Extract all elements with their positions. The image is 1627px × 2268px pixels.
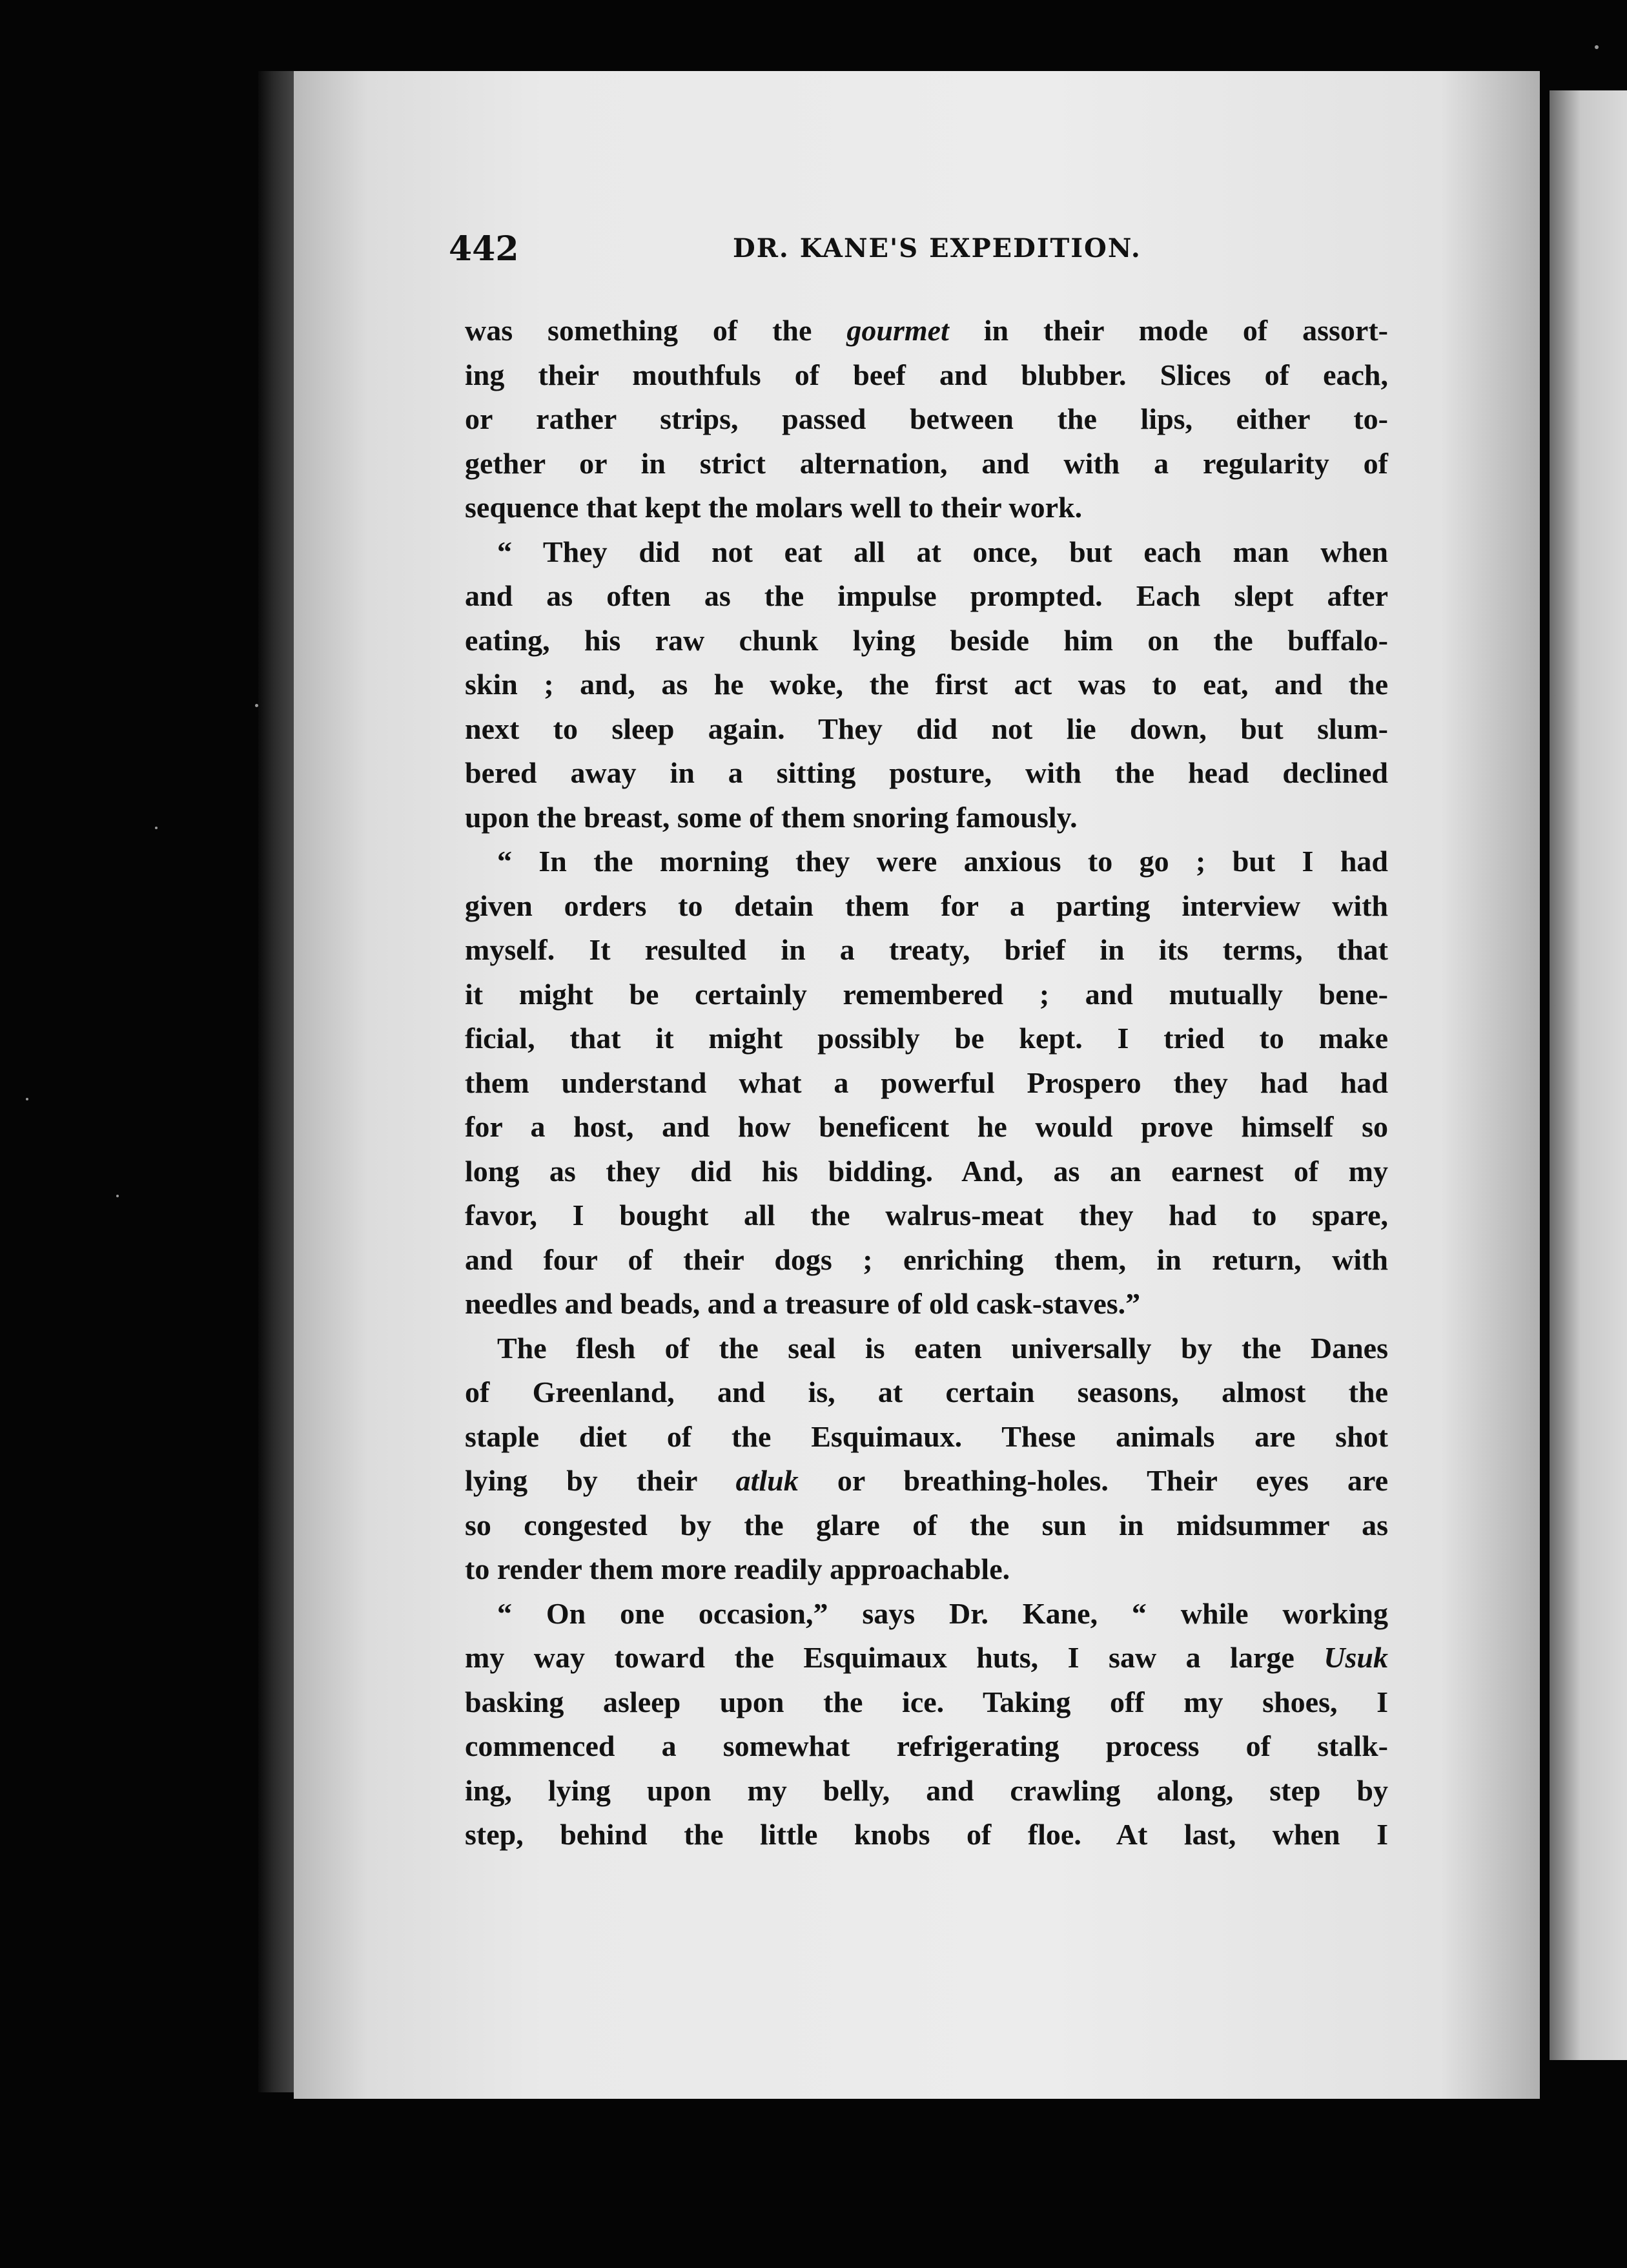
text-line: so congested by the glare of the sun in midsummer as xyxy=(465,1508,1388,1541)
italic-word: gourmet xyxy=(846,314,949,347)
text-line: it might be certainly remembered ; and mutually bene- xyxy=(465,977,1388,1011)
text-line: of Greenland, and is, at certain seasons, almost the xyxy=(465,1376,1388,1408)
italic-word: atluk xyxy=(735,1464,799,1497)
text-line: and as often as the impulse prompted. Each slept after xyxy=(465,579,1388,612)
italic-word: Usuk xyxy=(1324,1641,1388,1674)
text-line: “ On one occasion,” says Dr. Kane, “ while working xyxy=(497,1596,1388,1630)
text-line: “ In the morning they were anxious to go ; but I had xyxy=(497,845,1388,878)
text-segment: in their mode of assort- xyxy=(948,314,1388,347)
text-line: ing, lying upon my belly, and crawling along, step by xyxy=(465,1773,1388,1807)
book-binding-shadow xyxy=(258,71,297,2092)
page-number: 442 xyxy=(449,229,519,269)
scan-speck xyxy=(155,827,158,829)
text-line: bered away in a sitting posture, with the head declined xyxy=(465,756,1388,789)
text-line xyxy=(465,1636,1388,1680)
text-segment: lying by their xyxy=(465,1464,736,1497)
running-title: DR. KANE'S EXPEDITION. xyxy=(733,233,1141,263)
text-line: myself. It resulted in a treaty, brief in its terms, that xyxy=(465,933,1388,966)
text-segment: or breathing-holes. Their eyes are xyxy=(798,1464,1388,1497)
adjacent-page-edge xyxy=(1550,90,1627,2060)
text-line: upon the breast, some of them snoring famously. xyxy=(465,800,1078,834)
text-line: long as they did his bidding. And, as an earnest of my xyxy=(465,1154,1388,1188)
text-line: next to sleep again. They did not lie down, but slum- xyxy=(465,712,1388,745)
text-line: given orders to detain them for a parting interview with xyxy=(465,889,1388,922)
text-line xyxy=(465,309,1388,353)
text-line: sequence that kept the molars well to their work. xyxy=(465,491,1083,524)
text-line: skin ; and, as he woke, the first act was to eat, and the xyxy=(465,668,1388,701)
text-line xyxy=(465,1459,1388,1503)
body-text xyxy=(465,309,1388,1857)
text-line: basking asleep upon the ice. Taking off my shoes, I xyxy=(465,1685,1388,1718)
text-line: for a host, and how beneficent he would prove himself so xyxy=(465,1110,1388,1143)
text-segment: was something of the xyxy=(465,314,847,347)
scan-speck xyxy=(116,1195,119,1197)
text-line: ing their mouthfuls of beef and blubber. Slices of each, xyxy=(465,358,1388,391)
scan-speck xyxy=(1595,45,1599,49)
text-line: favor, I bought all the walrus-meat they had to spare, xyxy=(465,1199,1388,1232)
text-line: them understand what a powerful Prospero they had had xyxy=(465,1066,1388,1099)
text-line: and four of their dogs ; enriching them, in return, with xyxy=(465,1242,1388,1276)
text-line: commenced a somewhat refrigerating process of stalk- xyxy=(465,1729,1388,1762)
text-line: “ They did not eat all at once, but each man when xyxy=(497,535,1388,568)
text-line: ficial, that it might possibly be kept. I tried to make xyxy=(465,1022,1388,1055)
text-line: The flesh of the seal is eaten universally by the Danes xyxy=(497,1331,1388,1365)
text-line: staple diet of the Esquimaux. These animals are shot xyxy=(465,1419,1388,1453)
text-line: eating, his raw chunk lying beside him on the buffalo- xyxy=(465,623,1388,657)
text-line: to render them more readily approachable. xyxy=(465,1552,1010,1585)
text-line: needles and beads, and a treasure of old cask-staves.” xyxy=(465,1287,1141,1320)
text-line: gether or in strict alternation, and with a regularity of xyxy=(465,446,1388,480)
text-line: step, behind the little knobs of floe. At last, when I xyxy=(465,1818,1388,1851)
scan-speck xyxy=(26,1098,28,1100)
running-head xyxy=(449,229,1398,274)
text-line: or rather strips, passed between the lips, either to- xyxy=(465,402,1388,435)
text-segment: my way toward the Esquimaux huts, I saw a large xyxy=(465,1641,1324,1674)
